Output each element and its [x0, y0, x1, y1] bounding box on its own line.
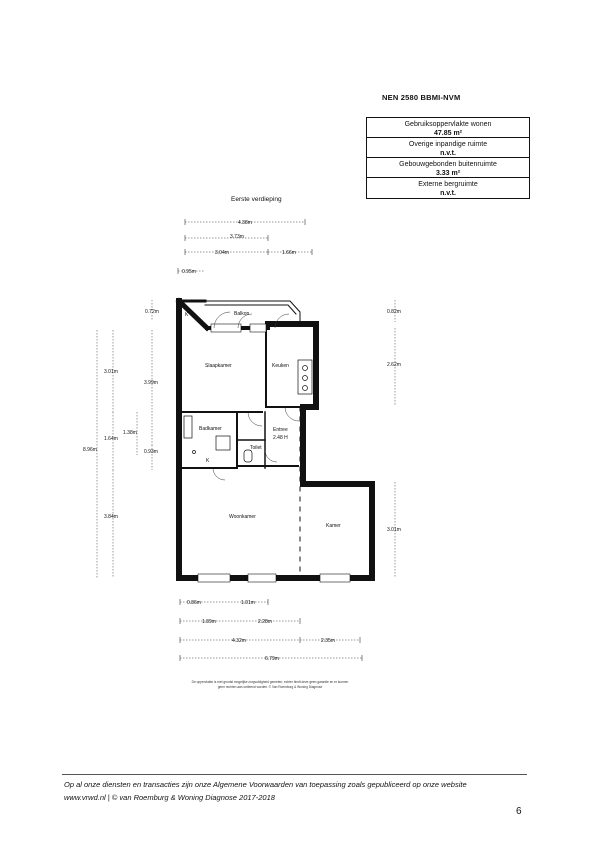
room-balkon: Balkon [234, 311, 250, 317]
footer-line-2: www.vrwd.nl | © van Roemburg & Woning Diagnose 2017-2018 [64, 793, 275, 802]
dim-left-1: 3.01m [104, 369, 118, 375]
footer-divider [62, 774, 527, 775]
room-entree-height: 2.48 H [273, 435, 288, 441]
bottom-dimension-lines [180, 602, 362, 658]
area-value: 47.85 m² [433, 130, 463, 137]
dim-left-3: 1.38m [123, 430, 137, 436]
dim-right-balcony: 0.82m [387, 309, 401, 315]
room-badkamer: Badkamer [199, 426, 222, 432]
room-entree: Entree [273, 427, 288, 433]
dim-left-balcony: 0.72m [145, 309, 159, 315]
footer-text [64, 778, 534, 804]
area-label: Overige inpandige ruimte [408, 141, 488, 148]
area-value: n.v.t. [440, 190, 456, 197]
room-k-bottom: K [206, 458, 210, 464]
dim-bottom-1a: 0.86m [187, 600, 201, 606]
dim-top-2: 3.73m [230, 234, 244, 240]
fine-print: De oppervlakte is met grootst mogelijke zorgvuldigheid gemeten; echter biedt deze geen garantie en er kunnen geen rechten aan ontleend worden. © Van Roemburg & Woning Diagnose [191, 680, 349, 689]
area-value: 3.33 m² [435, 170, 461, 177]
dim-left-6: 3.84m [104, 514, 118, 520]
area-label: Externe bergruimte [418, 181, 478, 188]
dim-top-4: 0.95m [182, 269, 196, 275]
area-label: Gebouwgebonden buitenruimte [399, 161, 497, 168]
dim-top-3b: 1.66m [282, 250, 296, 256]
page-number: 6 [516, 806, 522, 817]
top-dimension-ticks [178, 219, 312, 274]
room-keuken: Keuken [272, 363, 289, 369]
dim-left-4: 1.64m [104, 436, 118, 442]
bottom-dimension-ticks [180, 599, 362, 661]
dim-bottom-total: 6.79m [265, 656, 279, 662]
dim-left-total: 8.96m [83, 447, 97, 453]
standard-title: NEN 2580 BBMI-NVM [382, 93, 461, 102]
dim-bottom-3b: 2.35m [321, 638, 335, 644]
dim-bottom-2a: 1.89m [202, 619, 216, 625]
dim-bottom-1b: 1.01m [241, 600, 255, 606]
dim-left-2: 3.99m [144, 380, 158, 386]
dim-right-kamer: 3.01m [387, 527, 401, 533]
dim-bottom-3a: 4.32m [232, 638, 246, 644]
floor-label: Eerste verdieping [231, 196, 282, 203]
top-dimension-lines [178, 222, 312, 271]
room-k-top: K [185, 312, 189, 318]
dim-top-total: 4.38m [238, 220, 252, 226]
room-toilet: Toilet [250, 445, 262, 451]
footer-line-1: Op al onze diensten en transacties zijn onze Algemene Voorwaarden van toepassing zoals gepubliceerd op onze website [64, 780, 467, 789]
room-kamer: Kamer [326, 523, 341, 529]
area-label: Gebruiksoppervlakte wonen [404, 121, 492, 128]
room-woonkamer: Woonkamer [229, 514, 256, 520]
bathroom-fixtures [184, 416, 252, 462]
dim-left-5: 0.93m [144, 449, 158, 455]
dim-top-3a: 3.04m [215, 250, 229, 256]
door-swings [213, 312, 299, 480]
area-value: n.v.t. [440, 150, 456, 157]
dim-right-kitchen: 2.62m [387, 362, 401, 368]
room-slaapkamer: Slaapkamer [205, 363, 232, 369]
kitchen-counter [298, 360, 312, 394]
dim-bottom-2b: 2.28m [258, 619, 272, 625]
